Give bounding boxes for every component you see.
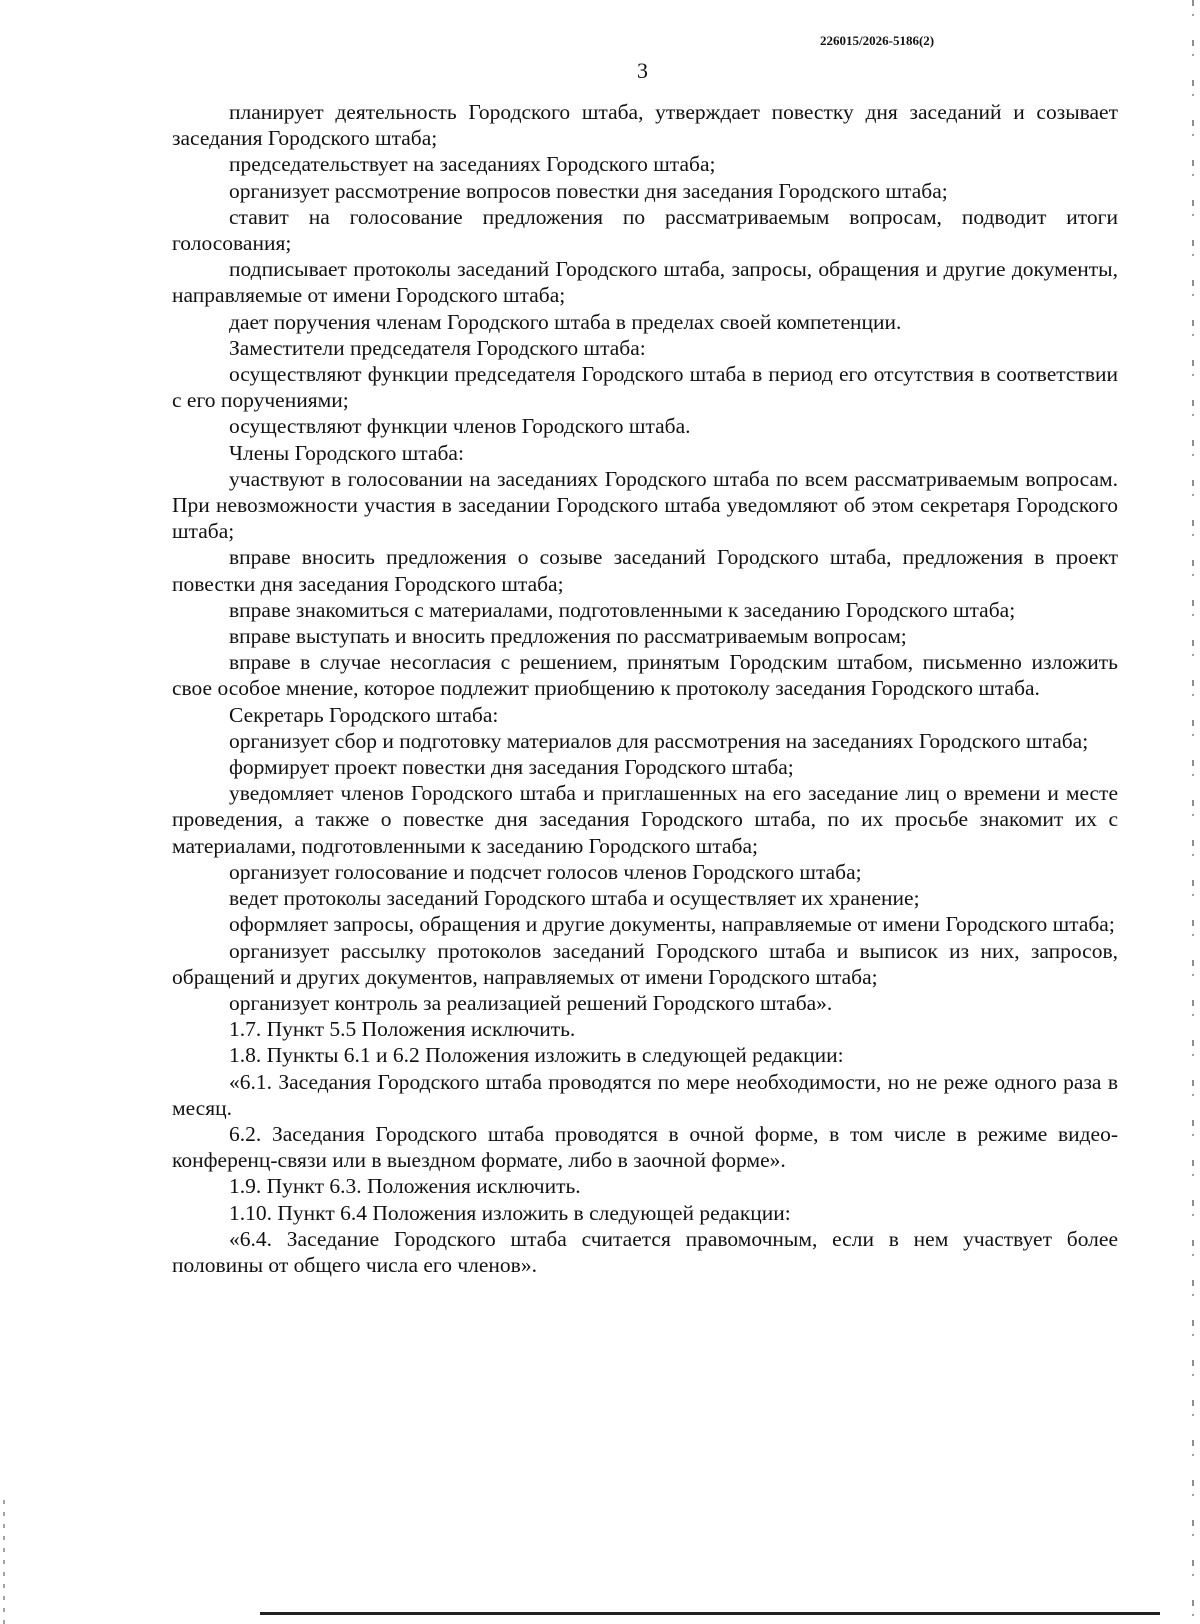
paragraph: осуществляют функции членов Городского штаба. — [229, 414, 691, 439]
paragraph: ставит на голосование предложения по рассматриваемым вопросам, подводит итоги голосования; — [172, 204, 1118, 256]
amendment-text: 6.2. Заседания Городского штаба проводятся в очной форме, в том числе в режиме видео-конференц-связи или в выездном формате, либо в заочной форме». — [172, 1121, 1118, 1173]
paragraph: ведет протоколы заседаний Городского штаба и осуществляет их хранение; — [229, 886, 920, 911]
document-body — [172, 99, 1118, 1278]
scan-edge-artifact — [1192, 0, 1194, 1624]
paragraph: планирует деятельность Городского штаба, утверждает повестку дня заседаний и созывает заседания Городского штаба; — [172, 100, 1118, 151]
paragraph: организует голосование и подсчет голосов членов Городского штаба; — [229, 859, 862, 884]
document-registration-number: 226015/2026-5186(2) — [820, 33, 935, 48]
paragraph: организует рассмотрение вопросов повестки дня заседания Городского штаба; — [229, 178, 948, 203]
paragraph: организует сбор и подготовку материалов для рассмотрения на заседаниях Городского штаба; — [229, 728, 1089, 753]
paragraph: формирует проект повестки дня заседания Городского штаба; — [229, 755, 794, 780]
paragraph: председательствует на заседаниях Городского штаба; — [229, 152, 716, 177]
scan-edge-artifact — [3, 1500, 5, 1624]
section-heading: Заместители председателя Городского штаба: — [229, 335, 646, 360]
section-heading: Члены Городского штаба: — [229, 440, 464, 465]
paragraph: осуществляют функции председателя Городского штаба в период его отсутствия в соответствии с его поручениями; — [172, 362, 1118, 413]
amendment-item: 1.9. Пункт 6.3. Положения исключить. — [229, 1174, 581, 1199]
paragraph: вправе выступать и вносить предложения по рассматриваемым вопросам; — [229, 624, 907, 649]
paragraph: организует рассылку протоколов заседаний Городского штаба и выписок из них, запросов, обращений и других документов, направляемых от имени Городского штаба; — [172, 938, 1118, 989]
amendment-item: 1.7. Пункт 5.5 Положения исключить. — [229, 1017, 576, 1042]
scan-bottom-line-artifact — [260, 1612, 1160, 1615]
paragraph: вправе вносить предложения о созыве заседаний Городского штаба, предложения в проект повестки дня заседания Городского штаба; — [172, 545, 1118, 596]
paragraph: участвуют в голосовании на заседаниях Городского штаба по всем рассматриваемым вопросам. При невозможности участия в заседании Городского штаба уведомляют об этом секретаря Городского штаба; — [172, 466, 1118, 544]
paragraph: уведомляет членов Городского штаба и приглашенных на его заседание лиц о времени и месте проведения, а также о повестке дня заседания Городского штаба, по их просьбе знакомит их с материалами, подготовленными к заседанию Городского штаба; — [172, 781, 1118, 858]
paragraph: дает поручения членам Городского штаба в пределах своей компетенции. — [229, 309, 902, 334]
section-heading: Секретарь Городского штаба: — [229, 702, 499, 727]
paragraph: подписывает протоколы заседаний Городского штаба, запросы, обращения и другие документы, направляемые от имени Городского штаба; — [172, 257, 1118, 308]
amendment-item: 1.8. Пункты 6.1 и 6.2 Положения изложить в следующей редакции: — [229, 1043, 844, 1068]
paragraph: вправе в случае несогласия с решением, принятым Городским штабом, письменно изложить свое особое мнение, которое подлежит приобщению к протоколу заседания Городского штаба. — [172, 650, 1118, 701]
amendment-item: 1.10. Пункт 6.4 Положения изложить в следующей редакции: — [229, 1200, 791, 1225]
paragraph: оформляет запросы, обращения и другие документы, направляемые от имени Городского штаба; — [229, 912, 1115, 937]
paragraph: вправе знакомиться с материалами, подготовленными к заседанию Городского штаба; — [229, 597, 1016, 622]
amendment-text: «6.1. Заседания Городского штаба проводятся по мере необходимости, но не реже одного раза в месяц. — [172, 1069, 1118, 1120]
paragraph: организует контроль за реализацией решений Городского штаба». — [229, 990, 833, 1015]
amendment-text: «6.4. Заседание Городского штаба считается правомочным, если в нем участвует более половины от общего числа его членов». — [172, 1226, 1118, 1277]
page-number: 3 — [637, 58, 648, 83]
